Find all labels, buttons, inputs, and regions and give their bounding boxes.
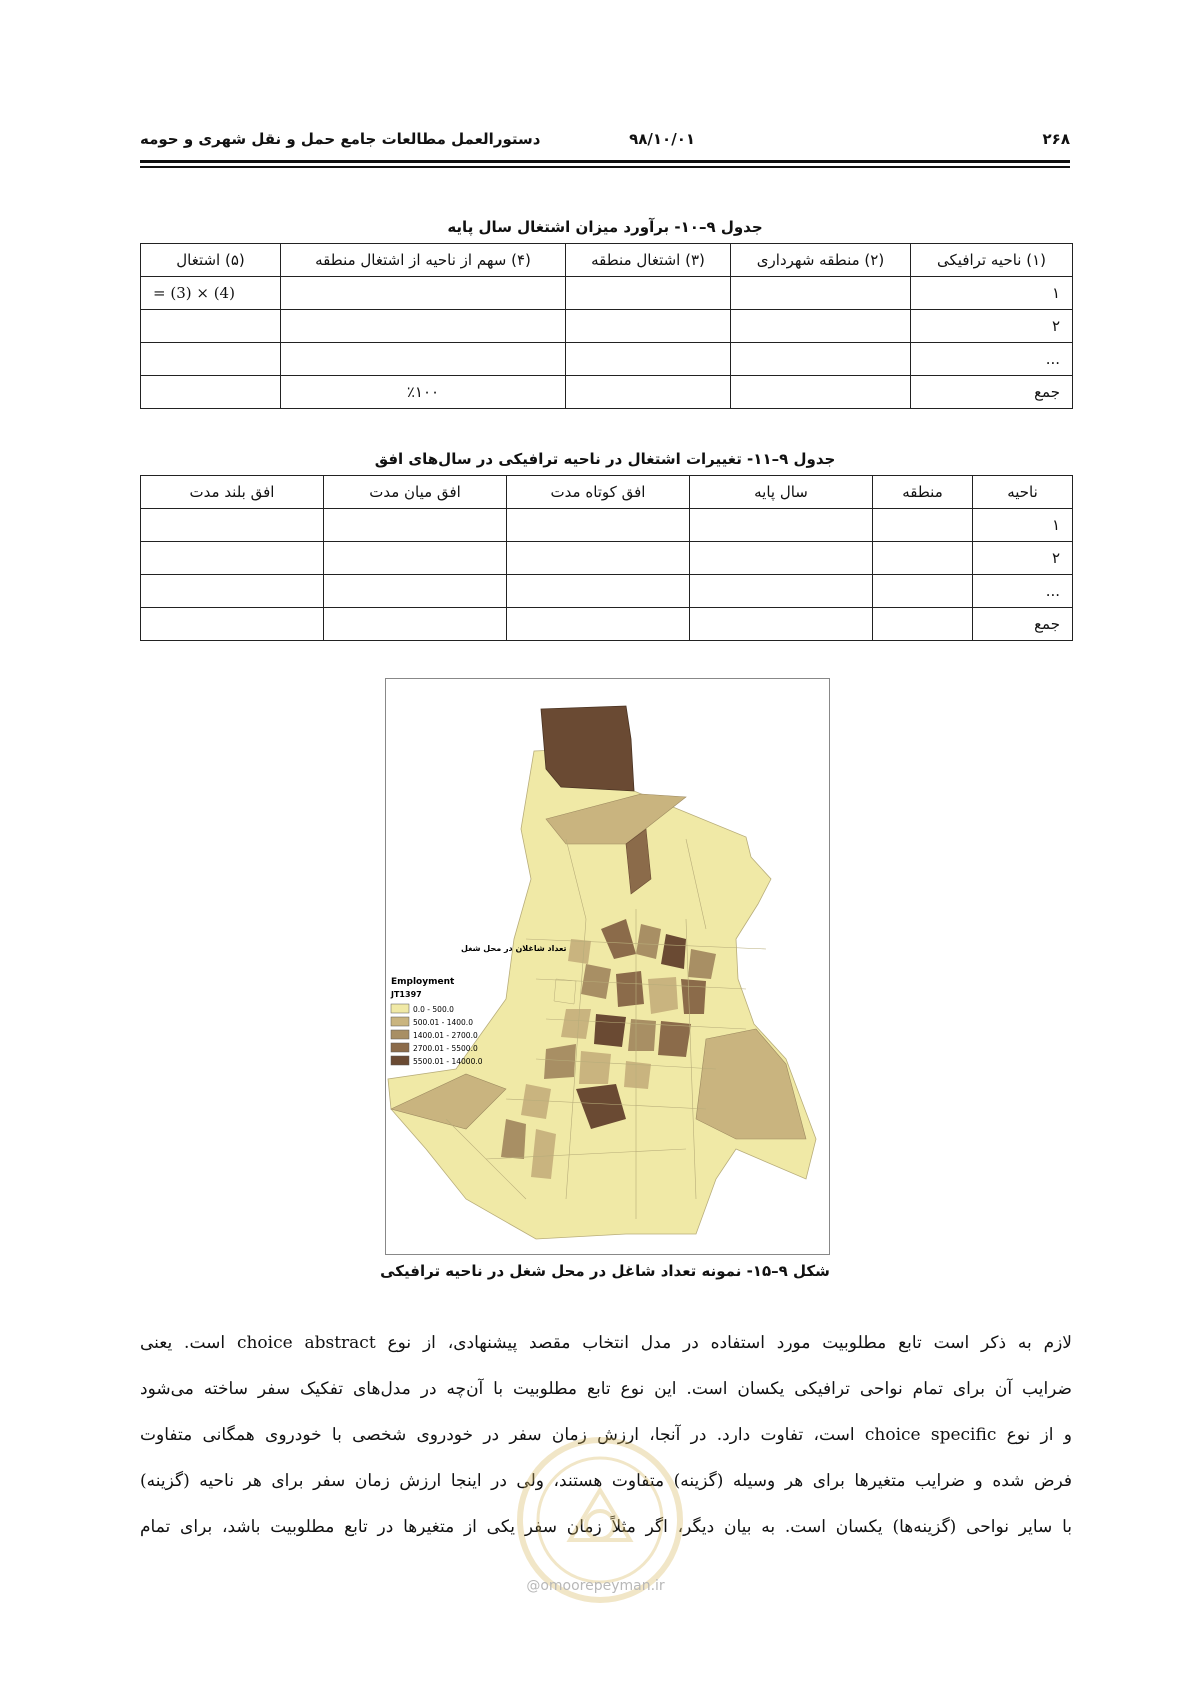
- table-cell: [731, 376, 911, 409]
- page-number: ۲۶۸: [1042, 130, 1070, 148]
- figure-caption: شکل ۹–۱۵- نمونه تعداد شاغل در محل شغل در ناحیه ترافیکی: [380, 1262, 830, 1280]
- table-horizon-employment: [140, 475, 1073, 641]
- table-row: [141, 376, 1073, 409]
- map-zone: [554, 979, 576, 1004]
- header-title: دستورالعمل مطالعات جامع حمل و نقل شهری و حومه: [140, 130, 541, 148]
- table-cell: [566, 343, 731, 376]
- table-cell: ۲: [911, 310, 1073, 343]
- column-header: سال پایه: [690, 476, 873, 509]
- page-header: [140, 130, 1070, 154]
- legend-subtitle: JT1397: [391, 990, 422, 999]
- table-cell: [281, 343, 566, 376]
- table-row: [141, 310, 1073, 343]
- table-cell: [731, 277, 911, 310]
- legend-swatch: [391, 1030, 409, 1039]
- table-cell: [731, 310, 911, 343]
- header-date: ۹۸/۱۰/۰۱: [629, 130, 695, 148]
- table-cell: = (3) × (4): [141, 277, 281, 310]
- table1-caption: جدول ۹–۱۰- برآورد میزان اشتغال سال پایه: [447, 218, 763, 236]
- legend-label: 1400.01 - 2700.0: [413, 1031, 478, 1040]
- table2-caption: جدول ۹–۱۱- تغییرات اشتغال در ناحیه ترافیکی در سال‌های افق: [374, 450, 836, 468]
- table-cell: [141, 376, 281, 409]
- table-cell: [141, 310, 281, 343]
- table-row: [141, 542, 1073, 575]
- column-header: (۱) ناحیه ترافیکی: [911, 244, 1073, 277]
- table-row: [141, 575, 1073, 608]
- legend-swatch: [391, 1004, 409, 1013]
- map-zone: [648, 977, 678, 1014]
- map-zone: [544, 1044, 576, 1079]
- map-zone: [616, 971, 644, 1007]
- table-cell: [566, 376, 731, 409]
- legend-swatch: [391, 1017, 409, 1026]
- legend-swatch: [391, 1043, 409, 1052]
- employment-map-figure: [385, 678, 830, 1255]
- legend-swatch: [391, 1056, 409, 1065]
- table-cell: ۱: [911, 277, 1073, 310]
- paragraph-line: با سایر نواحی (گزینه‌ها) یکسان است. به بیان دیگر، اگر مثلاً زمان سفر یکی از متغیرها در تابع مطلوبیت باشد، برای تمام: [140, 1517, 1072, 1537]
- map-zone: [568, 939, 591, 964]
- map-zone: [561, 1009, 591, 1039]
- map-zone: [521, 1084, 551, 1119]
- table-row: [141, 509, 1073, 542]
- paragraph-line: و از نوع choice specific است، تفاوت دارد. در آنجا، ارزش زمان سفر در خودروی شخصی با خودروی همگانی متفاوت: [140, 1425, 1072, 1445]
- table-cell: [141, 343, 281, 376]
- table-cell: جمع: [973, 608, 1073, 641]
- column-header: افق میان مدت: [324, 476, 507, 509]
- table-cell: [281, 310, 566, 343]
- map-zone: [696, 1029, 806, 1139]
- table-base-employment: [140, 243, 1073, 409]
- legend-label: 5500.01 - 14000.0: [413, 1057, 483, 1066]
- table-header-row: [141, 476, 1073, 509]
- legend: [391, 1004, 483, 1066]
- paragraph-line: فرض شده و ضرایب متغیرها برای هر وسیله (گزینه) متفاوت هستند، ولی در اینجا ارزش زمان سفر برای هر ناحیه (گزینه): [140, 1471, 1072, 1491]
- table-cell: جمع: [911, 376, 1073, 409]
- column-header: (۳) اشتغال منطقه: [566, 244, 731, 277]
- table-cell: ٪۱۰۰: [281, 376, 566, 409]
- column-header: (۲) منطقه شهرداری: [731, 244, 911, 277]
- column-header: افق بلند مدت: [141, 476, 324, 509]
- map-zone: [594, 1014, 626, 1047]
- table-row: [141, 608, 1073, 641]
- legend-label: 500.01 - 1400.0: [413, 1018, 473, 1027]
- watermark-text: @omoorepeyman.ir: [526, 1578, 665, 1594]
- table-cell: [566, 277, 731, 310]
- map-zone: [579, 1051, 611, 1084]
- table-row: [141, 277, 1073, 310]
- paragraph-line: لازم به ذکر است تابع مطلوبیت مورد استفاده در مدل انتخاب مقصد پیشنهادی، از نوع choice abstract است. یعنی: [140, 1333, 1072, 1353]
- table-cell: ۱: [973, 509, 1073, 542]
- header-rule-thin: [140, 166, 1070, 168]
- map-zone: [688, 949, 716, 979]
- map-zone: [658, 1021, 691, 1057]
- column-header: افق کوتاه مدت: [507, 476, 690, 509]
- column-header: (۵) اشتغال: [141, 244, 281, 277]
- table-cell: ۲: [973, 542, 1073, 575]
- employment-map: [386, 679, 829, 1254]
- legend-label: 0.0 - 500.0: [413, 1005, 454, 1014]
- legend-title-fa: تعداد شاغلان در محل شغل: [461, 944, 567, 953]
- table-cell: [566, 310, 731, 343]
- table-cell: ...: [911, 343, 1073, 376]
- map-zone: [681, 979, 706, 1014]
- table-cell: ...: [973, 575, 1073, 608]
- table-row: [141, 343, 1073, 376]
- header-rule: [140, 160, 1070, 163]
- paragraph-line: ضرایب آن برای تمام نواحی ترافیکی یکسان است. این نوع تابع مطلوبیت با آن‌چه در مدل‌های تفکیک سفر ساخته می‌شود: [140, 1379, 1072, 1399]
- column-header: (۴) سهم از ناحیه از اشتغال منطقه: [281, 244, 566, 277]
- column-header: منطقه: [873, 476, 973, 509]
- legend-label: 2700.01 - 5500.0: [413, 1044, 478, 1053]
- table-cell: [731, 343, 911, 376]
- table-header-row: [141, 244, 1073, 277]
- legend-title: Employment: [391, 977, 455, 987]
- column-header: ناحیه: [973, 476, 1073, 509]
- table-cell: [281, 277, 566, 310]
- map-zone-north: [541, 706, 634, 791]
